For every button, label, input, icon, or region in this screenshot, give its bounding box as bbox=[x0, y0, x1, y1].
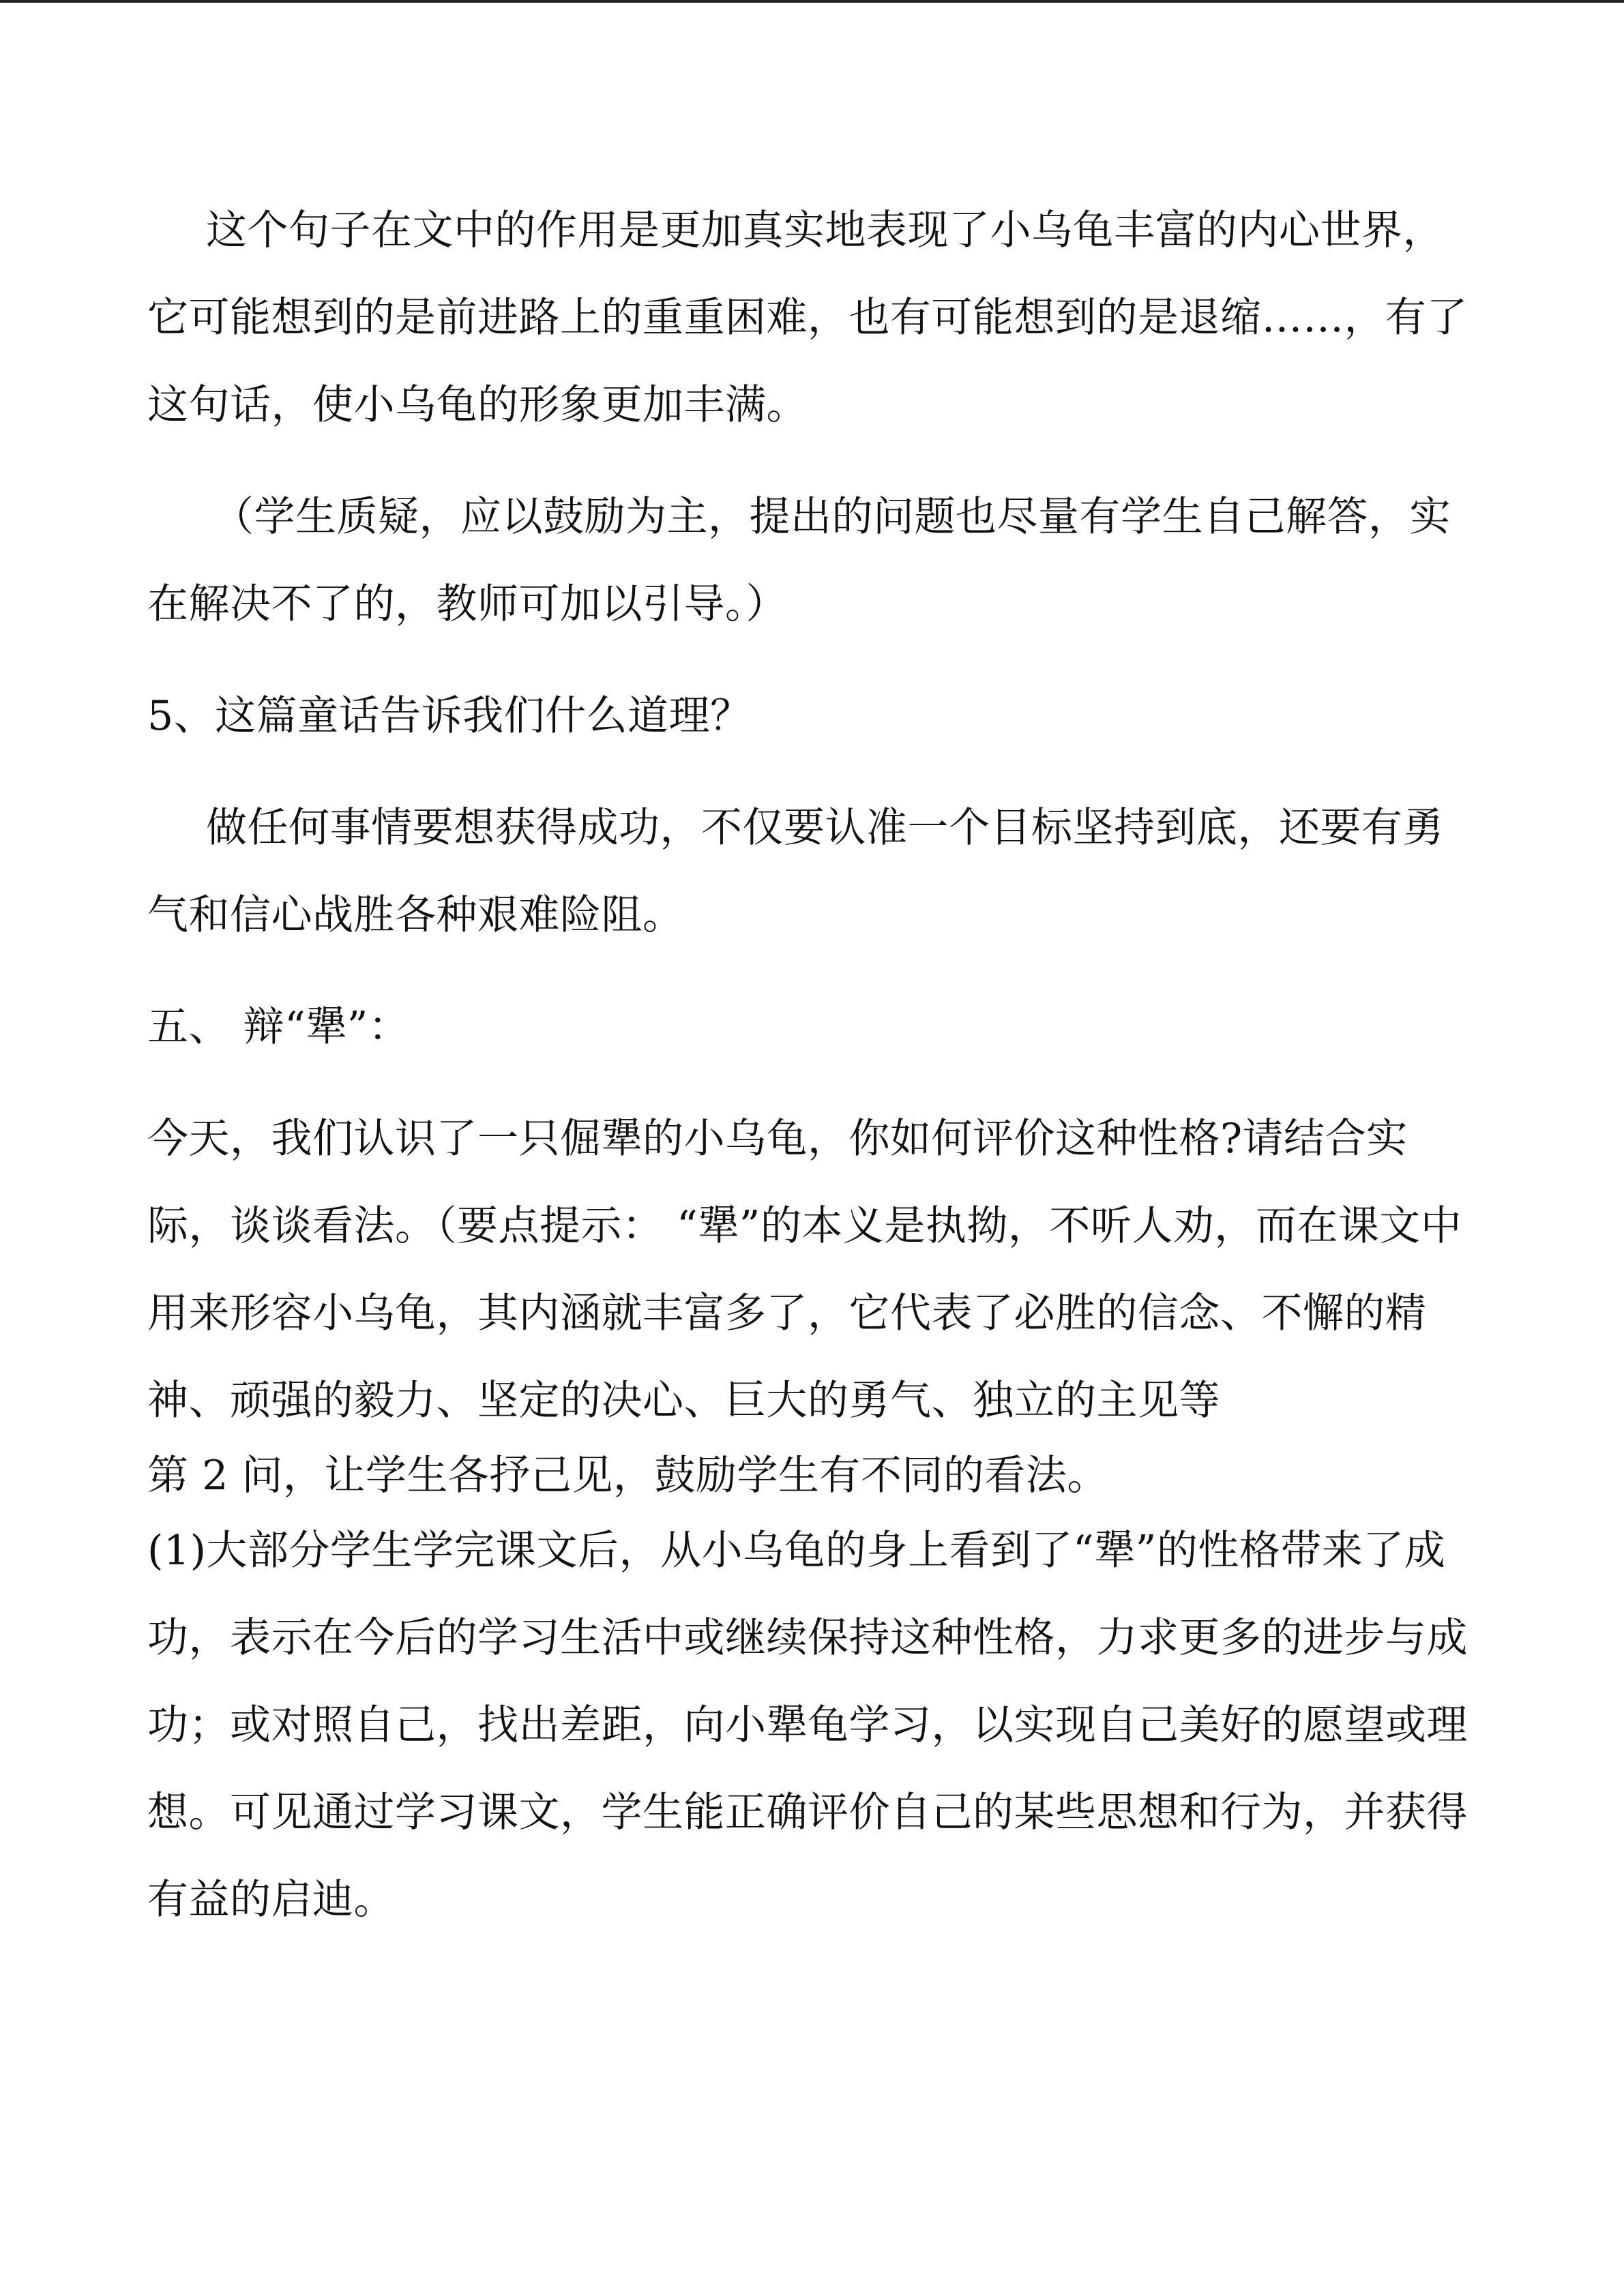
paragraph-teacher-note: （学生质疑，应以鼓励为主，提出的问题也尽量有学生自己解答，实在解决不了的，教师可加以引导。） bbox=[147, 493, 1451, 628]
paragraph-discussion-prompt: 今天，我们认识了一只倔犟的小乌龟，你如何评价这种性格?请结合实际，谈谈看法。（要点提示： “犟”的本义是执拗，不听人劝，而在课文中用来形容小乌龟，其内涵就丰富多了，它代表了必胜的信念、不懈的精神、顽强的毅力、坚定的决心、巨大的勇气、独立的主见等 bbox=[147, 1115, 1462, 1425]
paragraph-question-2: 第 2 问，让学生各抒己见，鼓励学生有不同的看法。 bbox=[147, 1452, 1108, 1500]
paragraph-sentence-role: 这个句子在文中的作用是更加真实地表现了小乌龟丰富的内心世界，它可能想到的是前进路上的重重困难，也有可能想到的是退缩……，有了这句话，使小乌龟的形象更加丰满。 bbox=[147, 207, 1468, 429]
document-body bbox=[147, 187, 1484, 1943]
section-5-heading: 五、 辩“犟”： bbox=[147, 1003, 410, 1051]
paragraph-student-views: (1)大部分学生学完课文后，从小乌龟的身上看到了“犟”的性格带来了成功，表示在今后的学习生活中或继续保持这种性格，力求更多的进步与成功；或对照自己，找出差距，向小犟龟学习，以实现自己美好的愿望或理想。可见通过学习课文，学生能正确评价自己的某些思想和行为，并获得有益的启迪。 bbox=[147, 1527, 1468, 1924]
paragraph-moral: 做任何事情要想获得成功，不仅要认准一个目标坚持到底，还要有勇气和信心战胜各种艰难险阻。 bbox=[147, 804, 1444, 939]
question-5-heading: 5、这篇童话告诉我们什么道理？ bbox=[147, 692, 752, 740]
